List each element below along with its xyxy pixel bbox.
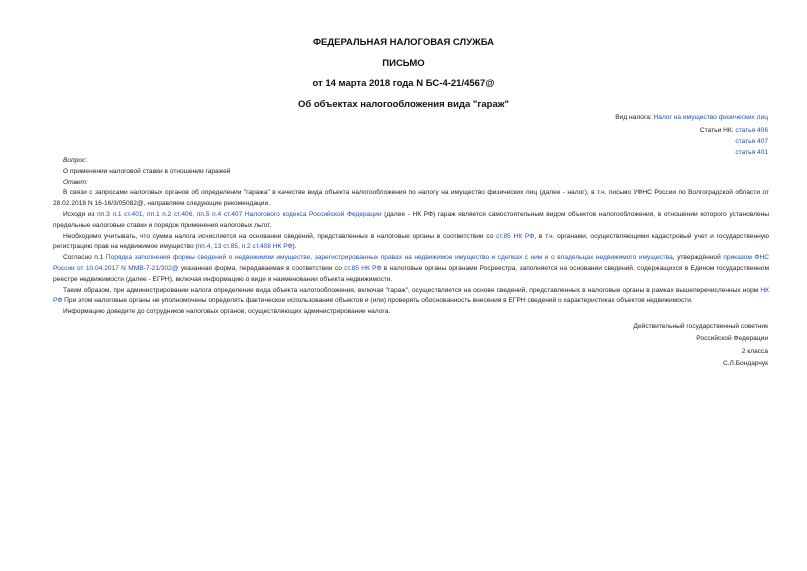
paragraph-4 xyxy=(53,253,769,285)
paragraph-4-text-b: , утверждённой xyxy=(672,254,724,262)
signature-rank-line-3: 2 класса xyxy=(741,347,768,355)
signatory-name: С.Л.Бондарчук xyxy=(722,360,768,368)
paragraph-5 xyxy=(53,286,769,308)
st85-st408-link[interactable]: пп.4, 13 ст.85, п.2 ст.408 НК РФ xyxy=(197,243,293,251)
signature-rank-line-1: Действительный государственный советник xyxy=(633,323,768,330)
paragraph-6: Информацию доведите до сотрудников налоговых органов, осуществляющих администрирование налога. xyxy=(63,308,391,316)
st85-link[interactable]: ст.85 НК РФ xyxy=(496,232,535,240)
paragraph-3 xyxy=(53,232,769,254)
article-407-line xyxy=(735,138,768,145)
fns-order-link[interactable]: приказом ФНС России от 10.04.2017 N ММВ-7-21/302@ xyxy=(53,254,769,272)
st85-link-2[interactable]: ст.85 НК РФ xyxy=(344,264,382,272)
question-text: О применении налоговой ставки в отношении гаражей xyxy=(63,167,231,175)
tax-type-line xyxy=(615,114,768,121)
nk-articles-link[interactable]: пп.3 п.1 ст.401, пп.1 п.2 ст.406, пп.5 п.4 ст.407 Налогового кодекса Российской Федерации xyxy=(97,210,382,218)
signature-rank-line-2: Российской Федерации xyxy=(696,335,768,343)
paragraph-2-text-a: Исходя из xyxy=(63,210,98,218)
doc-subject-title: Об объектах налогообложения вида "гараж" xyxy=(297,99,509,110)
article-406-link[interactable]: статья 406 xyxy=(735,127,768,134)
doc-type-title: ПИСЬМО xyxy=(382,58,425,69)
article-401-link[interactable]: статья 401 xyxy=(735,149,768,156)
doc-number-title: от 14 марта 2018 года N БС-4-21/4567@ xyxy=(312,78,495,89)
tax-type-label: Вид налога: xyxy=(615,114,654,121)
form-procedure-link[interactable]: Порядка заполнения формы сведений о недвижимом имуществе, зарегистрированных правах на недвижимое имущество и сделках с ним и о владельцах недвижимого имущества xyxy=(105,254,673,262)
paragraph-1: В связи с запросами налоговых органов об определении "гаража" в качестве вида объекта налогообложения по налогу на имущество физических лиц (далее - налог), в т.ч. письмо УФНС России по Волгоградской области от 28.02.2018 N 16-16/3/05082@, направляем следующие рекомендации. xyxy=(53,189,769,208)
articles-line xyxy=(700,127,768,134)
paragraph-5-text-a: Таким образом, при администрировании налога определение вида объекта налогообложения, включая "гараж", осуществляется на основе сведений, представленных в налоговые органы в рамках вышеперечисленных норм xyxy=(63,286,761,294)
question-label: Вопрос: xyxy=(63,157,88,164)
paragraph-3-text-c: ). xyxy=(292,243,297,251)
signature-block xyxy=(634,321,768,371)
answer-label: Ответ: xyxy=(63,178,88,186)
nk-rf-link[interactable]: НК РФ xyxy=(53,286,769,305)
tax-type-link[interactable]: Налог на имущество физических лиц xyxy=(653,114,768,121)
paragraph-2 xyxy=(53,210,769,232)
article-401-line xyxy=(735,149,768,156)
article-407-link[interactable]: статья 407 xyxy=(735,138,768,145)
paragraph-2-text-b: (далее - НК РФ) гараж является самостоятельным видом объектов налогообложения, в отношении которого установлены предельные налоговые ставки и порядок применения налоговых льгот. xyxy=(53,210,770,229)
agency-title: ФЕДЕРАЛЬНАЯ НАЛОГОВАЯ СЛУЖБА xyxy=(312,37,495,48)
paragraph-3-text-a: Необходимо учитывать, что сумма налога исчисляется на основании сведений, представленных в налоговые органы в соответствии со xyxy=(63,232,497,240)
document-body xyxy=(53,156,769,318)
paragraph-5-text-b: При этом налоговые органы не уполномочены определять фактическое использование объектов и (или) проверять обоснованность внесения в ЕГРН сведений о характеристиках объектов недвижимости. xyxy=(62,297,693,305)
articles-label: Статьи НК: xyxy=(699,127,736,134)
paragraph-3-text-b: , в т.ч. органами, осуществляющими кадастровый учет и государственную регистрацию прав на недвижимое имущество ( xyxy=(53,232,769,251)
paragraph-4-text-c: указанная форма, передаваемая в соответствии со xyxy=(178,264,345,272)
paragraph-4-text-d: в налоговые органы органами Росреестра, заполняется на основании сведений, содержащихся в Едином государственном реестре недвижимости (далее - ЕГРН), включая информацию о виде и наименовании объекта недвижимости. xyxy=(53,264,770,283)
paragraph-4-text-a: Согласно п.1 xyxy=(63,254,106,262)
